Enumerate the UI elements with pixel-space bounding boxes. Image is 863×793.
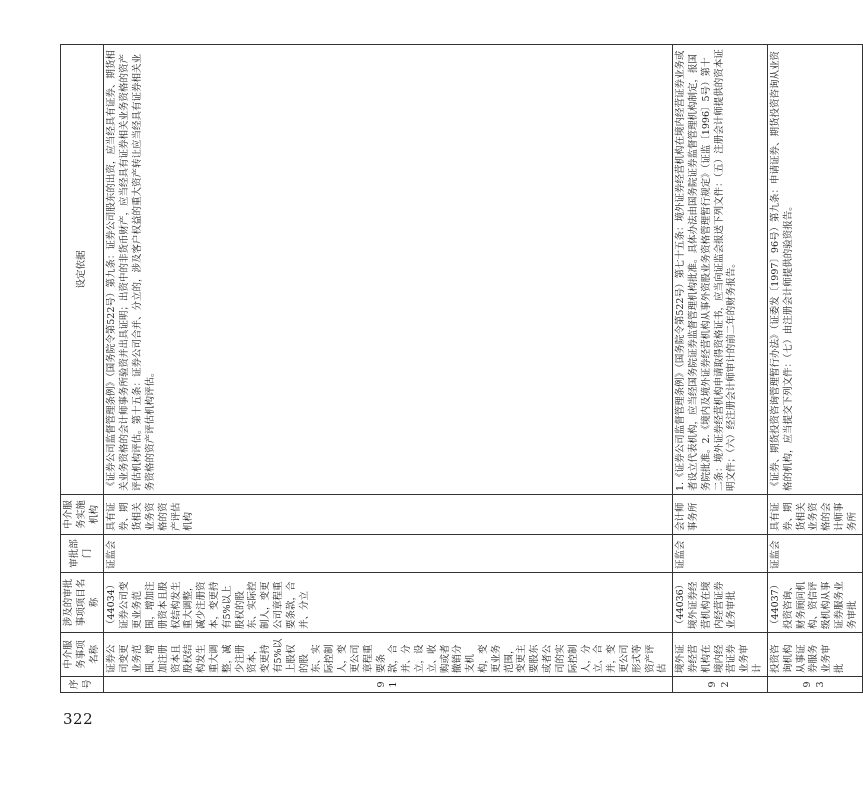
header-service-type: 中介服务事项名称 — [61, 633, 104, 677]
row-approval-item: （44037）投资咨询、财务顾问机构、资信评级机构从事证券服务业务审批 — [767, 573, 862, 633]
row-service-type: 境外证券经营机构在境内经营证券业务审计 — [673, 633, 768, 677]
row-no: 92 — [673, 677, 768, 693]
table-row — [673, 45, 768, 693]
row-legal-basis: 《证券公司监督管理条例》（国务院令第522号）第九条：证券公司股东的出资，应当经具有证券、期货相关业务资格的会计师事务所验资并出具证明；出资中的非货币财产，应当经具有证券相关业务资格的资产评估机构评估。第十五条：证券公司合并、分立的，涉及客户权益的重大资产转让应当经具有证券相关业务资格的资产评估机构评估。 — [104, 45, 673, 495]
header-service-org: 中介服务实施机构 — [61, 495, 104, 535]
row-approval-item: （44034）证券公司变更业务范围，增加注册资本且股权结构发生重大调整，减少注册资本，变更持有5%以上股权的股东、实际控制人，变更公司章程重要条款，合并、分立 — [104, 573, 673, 633]
intermediary-service-table — [60, 44, 863, 693]
row-approval-dept: 证监会 — [104, 535, 673, 573]
table-row — [104, 45, 673, 693]
header-approval-item: 涉及的审批事项项目名称 — [61, 573, 104, 633]
table-row — [767, 45, 862, 693]
row-service-type: 证券公司变更业务范围、增加注册资本且股权结构发生重大调整，减少注册资本，变更持有5%以上股权的股东、实际控制人，变更公司章程重要条款，合并、分立，设立、收购或者撤销分支机构，变更业务范围，变更主要股东或者公司的实际控制人，分立、合并，变更公司形式等资产评估 — [104, 633, 673, 677]
row-legal-basis: 1.《证券公司监督管理条例》（国务院令第522号）第七十五条：境外证券经营机构在境内经营证券业务或者设立代表机构，应当经国务院证券监督管理机构批准。具体办法由国务院证券监督管理机构制定，报国务院批准。2.《境内及境外证券经营机构从事外资股业务资格管理暂行规定》（证监〔1996〕5号）第十二条：境外证券经营机构申请取得资格证书，应当向证监会报送下列文件：（五）注册会计师提供的资本证明文件；（六）经注册会计师审计的前二年的财务报告。 — [673, 45, 768, 495]
header-no: 序号 — [61, 677, 104, 693]
row-service-org: 具有证券、期货相关业务资格的资产评估机构 — [104, 495, 673, 535]
rotated-page — [0, 23, 858, 793]
row-service-org: 具有证券、期货相关业务资格的会计师事务所 — [767, 495, 862, 535]
row-no: 93 — [767, 677, 862, 693]
header-approval-dept: 审批部门 — [61, 535, 104, 573]
header-legal-basis: 设定依据 — [61, 45, 104, 495]
row-legal-basis: 《证券、期货投资咨询管理暂行办法》（证委发〔1997〕96号）第九条：申请证券、期货投资咨询从业资格的机构，应当提交下列文件：（七）由注册会计师提供的验资报告。 — [767, 45, 862, 495]
row-no: 91 — [104, 677, 673, 693]
row-approval-item: （44036）境外证券经营机构在境内经营证券业务审批 — [673, 573, 768, 633]
page-number: 322 — [63, 710, 94, 728]
row-approval-dept: 证监会 — [767, 535, 862, 573]
row-service-org: 会计师事务所 — [673, 495, 768, 535]
table-header-row — [61, 45, 104, 693]
row-approval-dept: 证监会 — [673, 535, 768, 573]
row-service-type: 投资咨询机构从事证券服务业务审批 — [767, 633, 862, 677]
